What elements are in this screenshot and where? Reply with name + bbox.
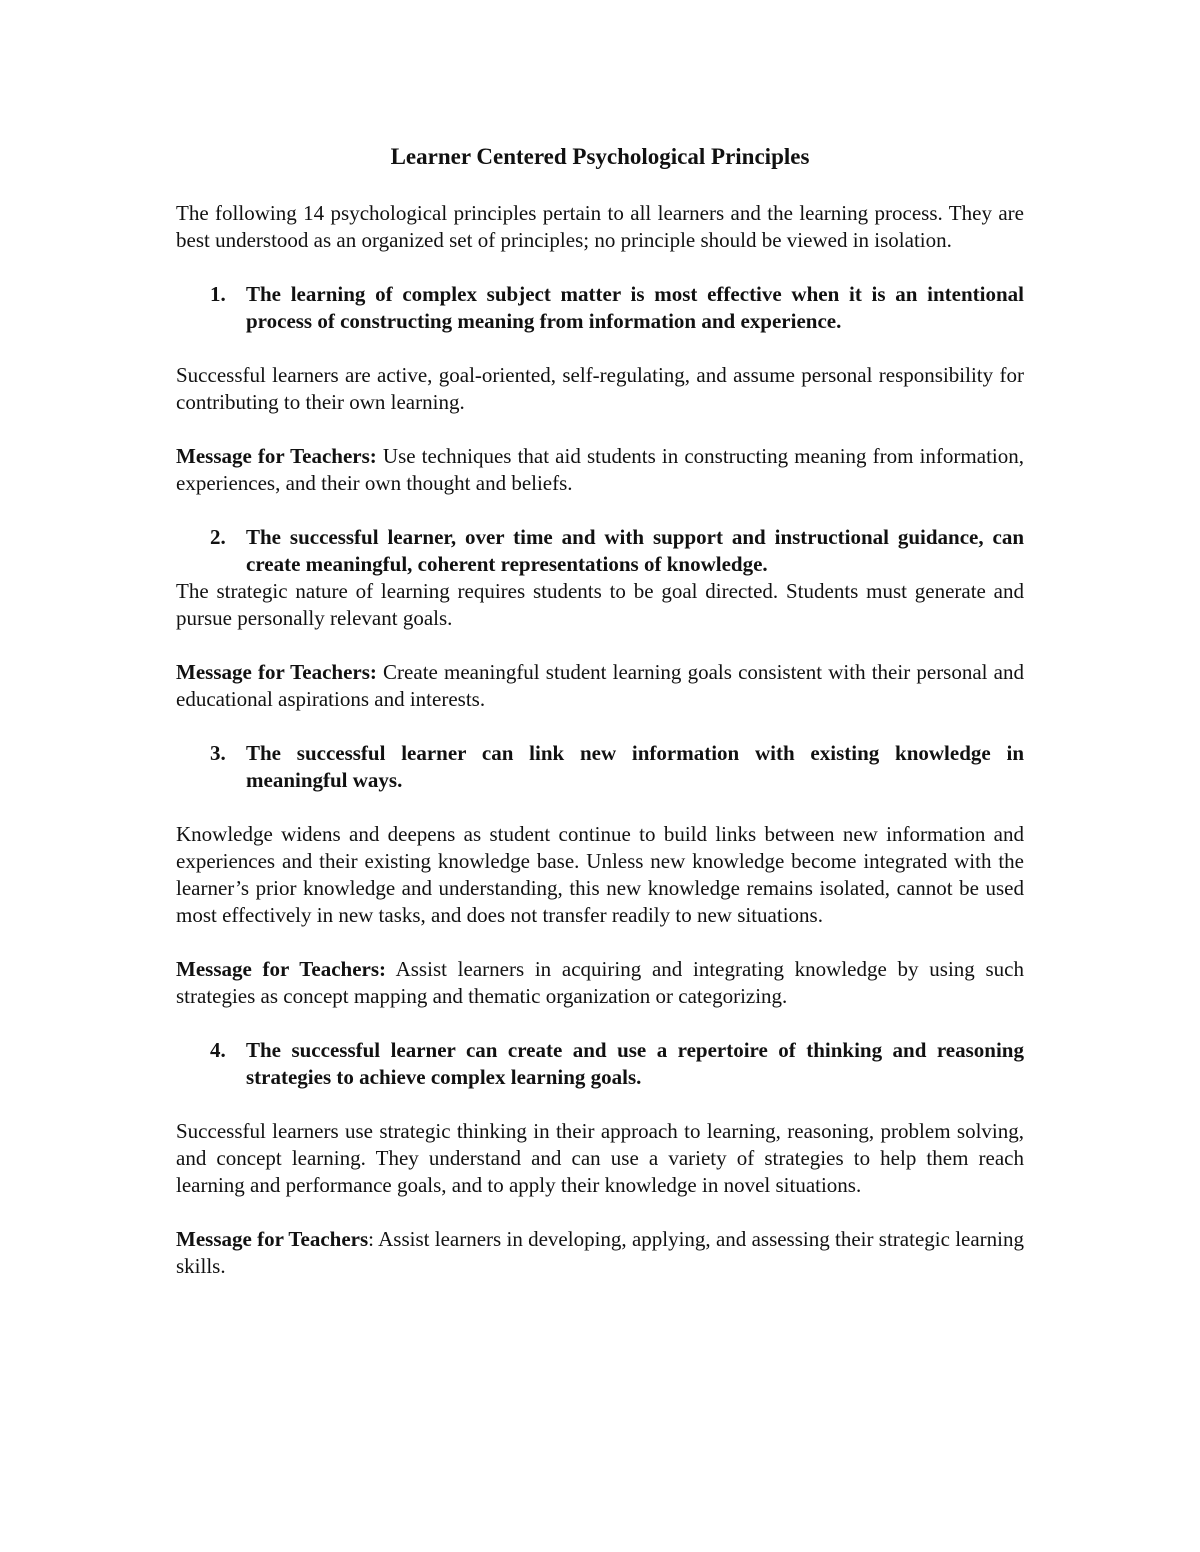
principle-number: 1. <box>210 282 226 306</box>
principle-heading-text: The successful learner, over time and with support and instructional guidance, can create meaningful, coherent representations of knowledge. <box>246 525 1024 576</box>
principle-3-message <box>176 956 1024 1010</box>
principle-1-message <box>176 443 1024 497</box>
principle-3-body: Knowledge widens and deepens as student continue to build links between new information and experiences and their existing knowledge base. Unless new knowledge become integrated with the learner’s prior knowledge and understanding, this new knowledge remains isolated, cannot be used most effectively in new tasks, and does not transfer readily to new situations. <box>176 822 1024 927</box>
message-label: Message for Teachers <box>176 1227 369 1251</box>
principle-2-body: The strategic nature of learning requires students to be goal directed. Students must generate and pursue personally relevant goals. <box>176 579 1024 630</box>
message-text: Use techniques that aid students in constructing meaning from information, experiences, and their own thought and beliefs. <box>176 444 1024 495</box>
principle-4-message <box>176 1226 1024 1280</box>
principle-number: 3. <box>210 741 226 765</box>
principle-2-heading <box>176 524 1024 578</box>
document-page <box>176 142 1024 1280</box>
intro-paragraph: The following 14 psychological principles pertain to all learners and the learning process. They are best understood as an organized set of principles; no principle should be viewed in isolation. <box>176 201 1024 252</box>
message-label: Message for Teachers: <box>176 444 377 468</box>
principle-heading-text: The learning of complex subject matter is most effective when it is an intentional process of constructing meaning from information and experience. <box>246 282 1024 333</box>
principle-4-body: Successful learners use strategic thinking in their approach to learning, reasoning, problem solving, and concept learning. They understand and can use a variety of strategies to help them reach learning and performance goals, and to apply their knowledge in novel situations. <box>176 1119 1024 1197</box>
principle-1-body: Successful learners are active, goal-oriented, self-regulating, and assume personal responsibility for contributing to their own learning. <box>176 363 1024 414</box>
message-label: Message for Teachers: <box>176 660 377 684</box>
principle-2-message <box>176 659 1024 713</box>
principle-number: 4. <box>210 1038 226 1062</box>
principle-heading-text: The successful learner can link new information with existing knowledge in meaningful ways. <box>246 741 1024 792</box>
principle-number: 2. <box>210 525 226 549</box>
message-text: Assist learners in acquiring and integrating knowledge by using such strategies as concept mapping and thematic organization or categorizing. <box>176 957 1024 1008</box>
document-title: Learner Centered Psychological Principles <box>390 144 810 169</box>
principle-3-heading <box>176 740 1024 794</box>
principle-4-heading <box>176 1037 1024 1091</box>
message-text: Create meaningful student learning goals consistent with their personal and educational aspirations and interests. <box>176 660 1024 711</box>
principle-1-heading <box>176 281 1024 335</box>
principle-heading-text: The successful learner can create and use a repertoire of thinking and reasoning strategies to achieve complex learning goals. <box>246 1038 1024 1089</box>
message-text: : Assist learners in developing, applying, and assessing their strategic learning skills. <box>176 1227 1025 1278</box>
message-label: Message for Teachers: <box>176 957 387 981</box>
